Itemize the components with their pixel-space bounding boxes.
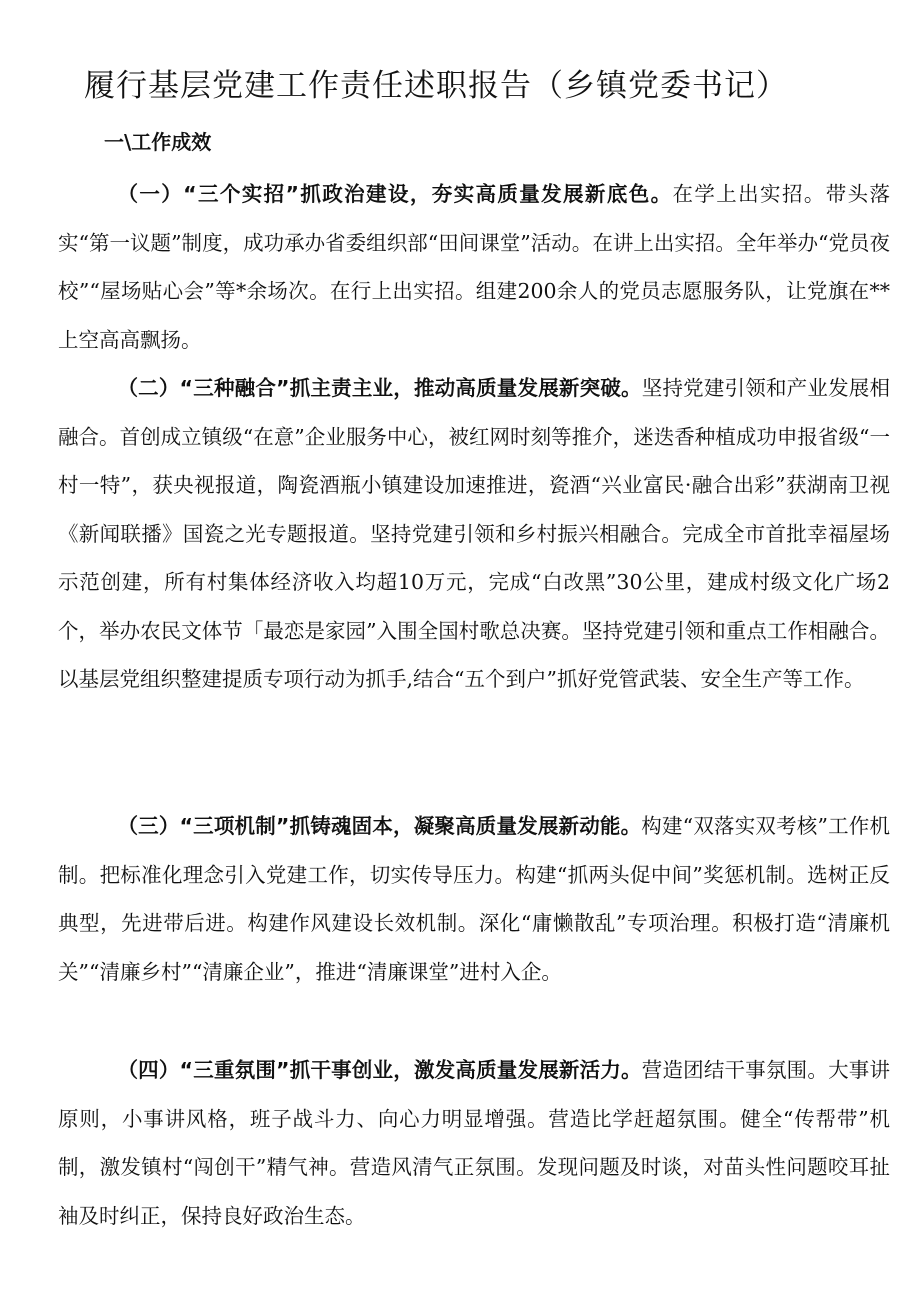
- paragraph-4-body: 营造团结干事氛围。大事讲原则，小事讲风格，班子战斗力、向心力明显增强。营造比学赶超氛围。健全“传帮带”机制，激发镇村“闯创干”精气神。营造风清气正氛围。发现问题及时谈，对苗头性问题咬耳扯袖及时纠正，保持良好政治生态。: [58, 1058, 890, 1228]
- paragraph-3: [58, 802, 890, 996]
- section-heading: 一\工作成效: [104, 130, 212, 154]
- document-title: 履行基层党建工作责任述职报告（乡镇党委书记）: [84, 68, 788, 104]
- paragraph-3-body: 构建“双落实双考核”工作机制。把标准化理念引入党建工作，切实传导压力。构建“抓两头促中间”奖惩机制。选树正反典型，先进带后进。构建作风建设长效机制。深化“庸懒散乱”专项治理。积极打造“清廉机关”“清廉乡村”“清廉企业”，推进“清廉课堂”进村入企。: [58, 814, 890, 984]
- paragraph-2-lead: （二）“三种融合”抓主责主业，推动高质量发展新突破。: [117, 376, 642, 400]
- paragraph-1-body: 在学上出实招。带头落实“第一议题”制度，成功承办省委组织部“田间课堂”活动。在讲上出实招。全年举办“党员夜校”“屋场贴心会”等*余场次。在行上出实招。组建200余人的党员志愿服务队，让党旗在**上空高高飘扬。: [58, 182, 890, 352]
- paragraph-1-lead: （一）“三个实招”抓政治建设，夯实高质量发展新底色。: [117, 182, 673, 206]
- paragraph-2: [58, 364, 890, 704]
- paragraph-4: [58, 1046, 890, 1240]
- paragraph-3-lead: （三）“三项机制”抓铸魂固本，凝聚高质量发展新动能。: [117, 814, 642, 838]
- paragraph-4-lead: （四）“三重氛围”抓干事创业，激发高质量发展新活力。: [117, 1058, 642, 1082]
- paragraph-1: [58, 170, 890, 364]
- paragraph-2-body: 坚持党建引领和产业发展相融合。首创成立镇级“在意”企业服务中心，被红网时刻等推介，迷迭香种植成功申报省级“一村一特”，获央视报道，陶瓷酒瓶小镇建设加速推进，瓷酒“兴业富民·融合出彩”获湖南卫视《新闻联播》国瓷之光专题报道。坚持党建引领和乡村振兴相融合。完成全市首批幸福屋场示范创建，所有村集体经济收入均超10万元，完成“白改黑”30公里，建成村级文化广场2个，举办农民文体节「最恋是家园”入围全国村歌总决赛。坚持党建引领和重点工作相融合。以基层党组织整建提质专项行动为抓手,结合“五个到户”抓好党管武装、安全生产等工作。: [58, 376, 890, 691]
